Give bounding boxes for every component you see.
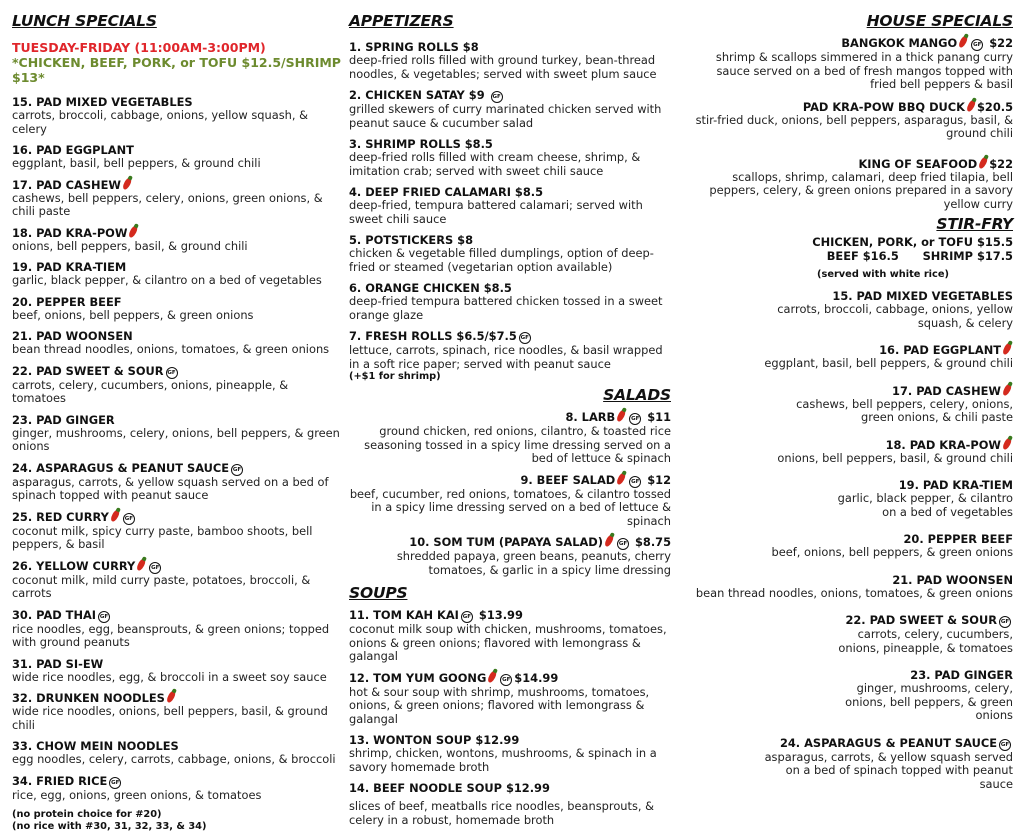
gluten-free-icon: GF xyxy=(971,39,983,51)
menu-item xyxy=(693,289,1013,330)
item-desc: garlic, black pepper, & cilantro on a bed of vegetables xyxy=(12,273,322,287)
item-title: 12. TOM YUM GOONG xyxy=(349,670,487,685)
item-title: 2. CHICKEN SATAY $9 xyxy=(349,88,485,102)
gluten-free-icon: GF xyxy=(109,777,121,789)
chili-pepper-icon xyxy=(136,558,147,571)
item-title: 24. ASPARAGUS & PEANUT SAUCE xyxy=(12,460,230,475)
item-price: $12 xyxy=(647,472,671,487)
menu-item xyxy=(12,739,342,767)
item-title: 16. PAD EGGPLANT xyxy=(879,343,1001,357)
menu-item xyxy=(693,384,1013,425)
chili-pepper-icon xyxy=(1002,383,1013,396)
menu-item xyxy=(12,691,342,732)
item-desc: slices of beef, meatballs rice noodles, beansprouts, & celery in a robust, homemade broth xyxy=(349,799,655,827)
menu-item xyxy=(349,473,671,529)
item-title: 24. ASPARAGUS & PEANUT SAUCE xyxy=(779,735,997,750)
item-title: 22. PAD SWEET & SOUR xyxy=(12,363,164,378)
gluten-free-icon: GF xyxy=(999,616,1011,628)
item-desc: ginger, mushrooms, celery, onions, bell peppers, & green onions xyxy=(845,681,1013,722)
item-desc: deep-fried tempura battered chicken tossed in a sweet orange glaze xyxy=(349,294,663,322)
gluten-free-icon: GF xyxy=(629,476,641,488)
gluten-free-icon: GF xyxy=(617,538,629,550)
gluten-free-icon: GF xyxy=(999,739,1011,751)
gluten-free-icon: GF xyxy=(629,413,641,425)
gluten-free-icon: GF xyxy=(98,611,110,623)
item-title: 3. SHRIMP ROLLS $8.5 xyxy=(349,137,493,151)
item-desc: stir-fried duck, onions, bell peppers, asparagus, basil, & ground chili xyxy=(695,112,1013,140)
item-title: 23. PAD GINGER xyxy=(910,668,1013,682)
gluten-free-icon: GF xyxy=(461,611,473,623)
menu-item xyxy=(349,281,671,322)
item-title: PAD KRA-POW BBQ DUCK xyxy=(802,99,965,114)
menu-item xyxy=(349,671,671,727)
item-desc: beef, cucumber, red onions, tomatoes, & cilantro tossed in a spicy lime dressing served on a bed of lettuce & spinach xyxy=(349,486,671,528)
item-desc: eggplant, basil, bell peppers, & ground chili xyxy=(764,356,1013,370)
item-desc: wide rice noodles, egg, & broccoli in a sweet soy sauce xyxy=(12,669,327,684)
menu-item xyxy=(12,329,342,357)
item-desc: rice, egg, onions, green onions, & tomatoes xyxy=(12,787,262,802)
stir-fry-note: (served with white rice) xyxy=(817,269,949,280)
item-title: 13. WONTON SOUP $12.99 xyxy=(349,733,520,747)
chili-pepper-icon xyxy=(1002,342,1013,355)
menu-item xyxy=(693,573,1013,601)
menu-item xyxy=(349,781,671,827)
chili-pepper-icon xyxy=(978,156,989,169)
item-title: 20. PEPPER BEEF xyxy=(903,532,1013,546)
soups-heading: SOUPS xyxy=(349,584,408,602)
item-title: 14. BEEF NOODLE SOUP $12.99 xyxy=(349,781,550,795)
menu-item xyxy=(693,438,1013,466)
menu-item xyxy=(12,178,342,219)
menu-item xyxy=(693,532,1013,560)
item-title: 17. PAD CASHEW xyxy=(12,177,121,192)
chili-pepper-icon xyxy=(604,534,615,547)
item-desc: hot & sour soup with shrimp, mushrooms, tomatoes, onions, & green onions; flavored with lemongrass & galangal xyxy=(349,684,650,726)
house-specials-column xyxy=(693,6,1013,804)
item-desc: beef, onions, bell peppers, & green onions xyxy=(12,307,254,322)
item-title: 34. FRIED RICE xyxy=(12,773,108,788)
appetizer-note: (+$1 for shrimp) xyxy=(349,371,441,382)
menu-item xyxy=(349,535,671,577)
item-title: 30. PAD THAI xyxy=(12,607,97,622)
menu-item xyxy=(12,143,342,171)
item-desc: grilled skewers of curry marinated chicken served with peanut sauce & cucumber salad xyxy=(349,102,662,130)
item-title: 25. RED CURRY xyxy=(12,509,109,524)
chili-pepper-icon xyxy=(958,35,969,48)
item-title: KING OF SEAFOOD xyxy=(858,156,978,171)
item-desc: asparagus, carrots, & yellow squash served on a bed of spinach topped with peanut sauce xyxy=(764,749,1013,791)
item-desc: coconut milk, spicy curry paste, bamboo shoots, bell peppers, & basil xyxy=(12,523,313,551)
item-price: $11 xyxy=(647,410,671,424)
item-desc: shredded papaya, green beans, peanuts, cherry tomatoes, & garlic in a spicy lime dressing xyxy=(396,549,671,577)
item-desc: bean thread noodles, onions, tomatoes, & green onions xyxy=(12,342,330,356)
menu-item xyxy=(12,413,342,454)
item-price: $13.99 xyxy=(478,608,523,622)
item-title: 19. PAD KRA-TIEM xyxy=(12,260,127,274)
item-title: 32. DRUNKEN NOODLES xyxy=(12,691,165,705)
menu-item xyxy=(349,410,671,466)
item-title: BANGKOK MANGO xyxy=(841,36,958,50)
menu-item xyxy=(349,608,671,664)
menu-item xyxy=(349,733,671,774)
item-desc: onions, bell peppers, basil, & ground chili xyxy=(777,450,1013,465)
menu-item xyxy=(12,657,342,685)
item-desc: onions, bell peppers, basil, & ground chili xyxy=(12,238,248,253)
item-desc: scallops, shrimp, calamari, deep fried tilapia, bell peppers, celery, & green onions prepared in a savory yellow curry xyxy=(709,169,1013,211)
chili-pepper-icon xyxy=(109,509,120,522)
menu-item xyxy=(12,608,342,650)
item-title: 26. YELLOW CURRY xyxy=(12,558,136,573)
item-desc: coconut milk soup with chicken, mushrooms, tomatoes, onions & green onions; flavored with lemongrass & galangal xyxy=(349,622,667,663)
menu-item xyxy=(12,559,342,601)
menu-item xyxy=(693,613,1013,655)
item-title: 1. SPRING ROLLS $8 xyxy=(349,40,479,54)
menu-item xyxy=(693,100,1013,141)
chili-pepper-icon xyxy=(121,177,132,190)
item-title: 15. PAD MIXED VEGETABLES xyxy=(12,95,193,109)
chili-pepper-icon xyxy=(487,670,498,683)
gluten-free-icon: GF xyxy=(149,562,161,574)
item-desc: asparagus, carrots, & yellow squash served on a bed of spinach topped with peanut sauce xyxy=(12,474,329,502)
item-desc: wide rice noodles, onions, bell peppers, basil, & ground chili xyxy=(12,704,328,732)
menu-item xyxy=(349,185,671,226)
lunch-specials-heading: LUNCH SPECIALS xyxy=(12,12,157,30)
chili-pepper-icon xyxy=(966,99,977,112)
menu-item xyxy=(693,343,1013,371)
chili-pepper-icon xyxy=(165,690,176,703)
item-desc: deep-fried, tempura battered calamari; served with sweet chili sauce xyxy=(349,198,643,226)
item-price: $14.99 xyxy=(514,670,559,685)
stir-fry-heading: STIR-FRY xyxy=(936,215,1013,233)
item-desc: shrimp, chicken, wontons, mushrooms, & spinach in a savory homemade broth xyxy=(349,746,657,774)
menu-item xyxy=(349,40,671,81)
item-title: 6. ORANGE CHICKEN $8.5 xyxy=(349,281,512,295)
item-title: 23. PAD GINGER xyxy=(12,412,115,427)
item-desc: shrimp & scallops simmered in a thick panang curry sauce served on a bed of fresh mangos topped with fried bell peppers & basil xyxy=(715,50,1013,91)
item-desc: beef, onions, bell peppers, & green onions xyxy=(771,545,1013,559)
item-desc: ground chicken, red onions, cilantro, & toasted rice seasoning tossed in a spicy lime dressing served on a bed of lettuce & spinach xyxy=(364,424,671,465)
item-price: $20.5 xyxy=(976,99,1013,114)
menu-item xyxy=(349,137,671,178)
item-title: 8. LARB xyxy=(565,410,616,424)
item-title: 5. POTSTICKERS $8 xyxy=(349,233,473,247)
item-desc: deep-fried rolls filled with cream cheese, shrimp, & imitation crab; served with sweet chili sauce xyxy=(349,150,641,178)
menu-item xyxy=(12,295,342,323)
menu-item xyxy=(349,233,671,274)
menu-item xyxy=(12,364,342,406)
item-desc: garlic, black pepper, & cilantro on a bed of vegetables xyxy=(837,491,1013,519)
item-desc: coconut milk, mild curry paste, potatoes, broccoli, & carrots xyxy=(12,572,311,600)
chili-pepper-icon xyxy=(128,225,139,238)
house-specials-heading: HOUSE SPECIALS xyxy=(866,12,1013,30)
appetizers-column xyxy=(349,6,671,834)
menu-item xyxy=(349,88,671,130)
gluten-free-icon: GF xyxy=(166,367,178,379)
item-title: 19. PAD KRA-TIEM xyxy=(898,478,1013,492)
lunch-prices: *CHICKEN, BEEF, PORK, or TOFU $12.5/SHRIMP $13* xyxy=(12,55,341,85)
menu-item xyxy=(12,95,342,136)
chili-pepper-icon xyxy=(1002,437,1013,450)
item-desc: rice noodles, egg, beansprouts, & green onions; topped with ground peanuts xyxy=(12,621,330,649)
item-desc: lettuce, carrots, spinach, rice noodles, & basil wrapped in a soft rice paper; served with peanut sauce xyxy=(349,343,663,371)
item-desc: bean thread noodles, onions, tomatoes, & green onions xyxy=(695,585,1013,600)
item-title: 15. PAD MIXED VEGETABLES xyxy=(832,289,1013,303)
item-title: 7. FRESH ROLLS $6.5/$7.5 xyxy=(349,329,517,343)
gluten-free-icon: GF xyxy=(491,91,503,103)
menu-item xyxy=(349,329,671,371)
item-title: 33. CHOW MEIN NOODLES xyxy=(12,739,179,753)
item-title: 16. PAD EGGPLANT xyxy=(12,143,134,157)
menu-item xyxy=(12,260,342,288)
menu-item xyxy=(693,668,1013,723)
item-price: $8.75 xyxy=(634,535,671,549)
menu-item xyxy=(693,478,1013,519)
item-desc: cashews, bell peppers, celery, onions, green onions, & chili paste xyxy=(12,190,323,218)
item-title: 21. PAD WOONSEN xyxy=(12,329,133,343)
item-title: 10. SOM TUM (PAPAYA SALAD) xyxy=(409,535,603,549)
item-title: 4. DEEP FRIED CALAMARI $8.5 xyxy=(349,185,544,199)
item-desc: deep-fried rolls filled with ground turkey, bean-thread noodles, & vegetables; served with sweet plum sauce xyxy=(349,53,657,81)
gluten-free-icon: GF xyxy=(519,332,531,344)
menu-item xyxy=(693,736,1013,792)
item-title: 18. PAD KRA-POW xyxy=(885,437,1001,452)
lunch-specials-column xyxy=(12,6,342,833)
item-price: $22 xyxy=(989,156,1013,171)
item-desc: ginger, mushrooms, celery, onions, bell peppers, & green onions xyxy=(12,425,340,453)
item-title: 18. PAD KRA-POW xyxy=(12,225,128,240)
menu-item xyxy=(693,36,1013,92)
item-desc: eggplant, basil, bell peppers, & ground chili xyxy=(12,156,261,170)
appetizers-heading: APPETIZERS xyxy=(349,12,454,30)
item-desc: carrots, celery, cucumbers, onions, pineapple, & tomatoes xyxy=(838,627,1013,655)
lunch-days: TUESDAY-FRIDAY (11:00AM-3:00PM) xyxy=(12,40,266,55)
item-desc: chicken & vegetable filled dumplings, option of deep-fried or steamed (vegetarian option available) xyxy=(349,246,654,274)
gluten-free-icon: GF xyxy=(500,674,512,686)
item-title: 31. PAD SI-EW xyxy=(12,656,104,671)
item-price: $22 xyxy=(989,36,1013,50)
item-title: 9. BEEF SALAD xyxy=(520,472,616,487)
item-title: 17. PAD CASHEW xyxy=(892,383,1001,398)
menu-item xyxy=(693,157,1013,212)
stir-fry-prices: CHICKEN, PORK, or TOFU $15.5 xyxy=(812,235,1013,249)
item-desc: egg noodles, celery, carrots, cabbage, onions, & broccoli xyxy=(12,752,336,766)
menu-item xyxy=(12,510,342,552)
item-desc: cashews, bell peppers, celery, onions, green onions, & chili paste xyxy=(796,396,1013,424)
item-title: 22. PAD SWEET & SOUR xyxy=(845,613,997,627)
gluten-free-icon: GF xyxy=(231,464,243,476)
gluten-free-icon: GF xyxy=(123,513,135,525)
salads-heading: SALADS xyxy=(603,386,671,404)
menu-item xyxy=(12,461,342,503)
menu-item xyxy=(12,226,342,254)
chili-pepper-icon xyxy=(616,409,627,422)
item-title: 11. TOM KAH KAI xyxy=(349,608,459,622)
menu-item xyxy=(12,774,342,803)
item-title: 20. PEPPER BEEF xyxy=(12,294,122,309)
lunch-note: (no rice with #30, 31, 32, 33, & 34) xyxy=(12,821,207,832)
stir-fry-prices: BEEF $16.5 SHRIMP $17.5 xyxy=(826,249,1013,263)
lunch-note: (no protein choice for #20) xyxy=(12,809,162,820)
chili-pepper-icon xyxy=(616,472,627,485)
item-desc: carrots, celery, cucumbers, onions, pineapple, & tomatoes xyxy=(12,377,289,405)
item-desc: carrots, broccoli, cabbage, onions, yellow squash, & celery xyxy=(12,108,308,136)
item-title: 21. PAD WOONSEN xyxy=(892,572,1013,587)
item-desc: carrots, broccoli, cabbage, onions, yellow squash, & celery xyxy=(777,302,1013,330)
